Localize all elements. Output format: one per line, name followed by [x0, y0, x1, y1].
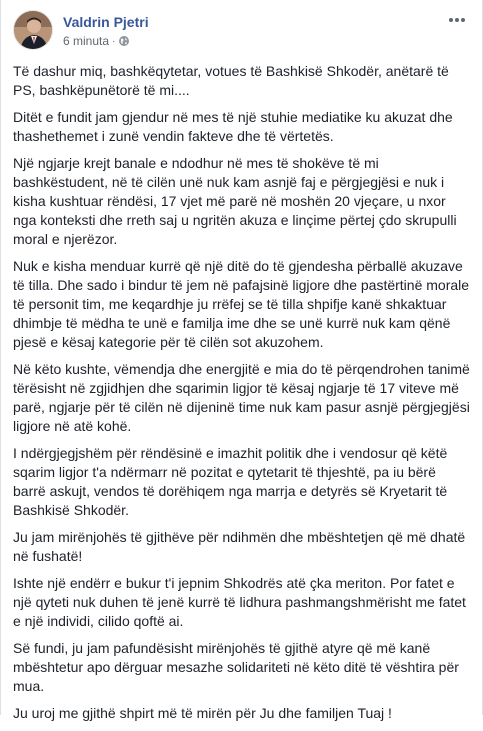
post-timestamp[interactable]: 6 minuta — [63, 34, 110, 48]
post-header — [13, 10, 470, 52]
post-paragraph: Së fundi, ju jam pafundësisht mirënjohës të gjithë atyre që më kanë mbështetur apo dërguar mesazhe solidariteti në këto ditë të vështira për mua. — [13, 640, 459, 694]
post-body — [13, 62, 471, 731]
globe-icon[interactable] — [118, 35, 130, 47]
post-paragraph: Nuk e kisha menduar kurrë që një ditë do të gjendesha përballë akuzave të tilla. Dhe sado i bindur të jem në pafajsinë ligjore dhe pastërtinë morale të personit tim, me keqardhje ju rrëfej se të tilla shpifje kanë shkaktuar dhimbje të mëdha te unë e familja ime dhe se unë kurrë nuk kam qënë pjesë e kësaj kategorie për të cilën sot akuzohem. — [13, 258, 470, 350]
more-icon — [448, 17, 466, 23]
post-paragraph: Ditët e fundit jam gjendur në mes të një stuhie mediatike ku akuzat dhe thashethemet i zunë vendin fakteve dhe të vërtetës. — [13, 109, 453, 144]
post-paragraph: Të dashur miq, bashkëqytetar, votues të Bashkisë Shkodër, anëtarë të PS, bashkëpunëtorë të mi.... — [13, 63, 449, 98]
post-paragraph: Ishte një endërr e bukur t'i jepnim Shkodrës atë çka meriton. Por fatet e një qyteti nuk duhen të jenë kurrë të lidhura pashmangshmërisht me fatet e një individi, cilido qoftë ai. — [13, 575, 466, 629]
profile-photo — [14, 11, 53, 50]
post-paragraph: I ndërgjegjshëm për rëndësinë e imazhit politik dhe i vendosur që këtë sqarim ligjor t'a ndërmarr në pozitat e qytetarit të thjeshtë, pa iu bërë barrë askujt, vendos të dorëhiqem nga marrja e detyrës së Kryetarit të Bashkisë Shkodër. — [13, 445, 448, 518]
post-paragraph: Një ngjarje krejt banale e ndodhur në mes të shokëve të mi bashkëstudent, në të cilën unë nuk kam asnjë faj e përgjegjësi e nuk i kisha kushtuar rëndësi, 17 vjet më parë në moshën 20 vjeçare, u nxor nga konteksti dhe rreth saj u ngritën akuza e linçime përtej çdo skrupulli moral e njerëzor. — [13, 155, 457, 247]
more-options-button[interactable] — [446, 12, 468, 28]
post-paragraph: Ju uroj me gjithë shpirt më të mirën për Ju dhe familjen Tuaj ! — [13, 705, 392, 721]
post-paragraph: Në këto kushte, vëmendja dhe energjitë e mia do të përqendrohen tanimë tërësisht në zgjidhjen dhe sqarimin ligjor të kësaj ngjarje të 17 viteve më parë, ngjarje për të cilën në dijeninë time nuk kam pasur asnjë përgjegjësi ligjore në atë kohë. — [13, 361, 470, 434]
author-name[interactable]: Valdrin Pjetri — [63, 14, 149, 30]
post-paragraph: Ju jam mirënjohës të gjithëve për ndihmën dhe mbështetjen që më dhatë në fushatë! — [13, 529, 466, 564]
post-meta — [63, 34, 130, 48]
avatar[interactable] — [13, 10, 53, 50]
meta-separator: · — [112, 35, 116, 47]
